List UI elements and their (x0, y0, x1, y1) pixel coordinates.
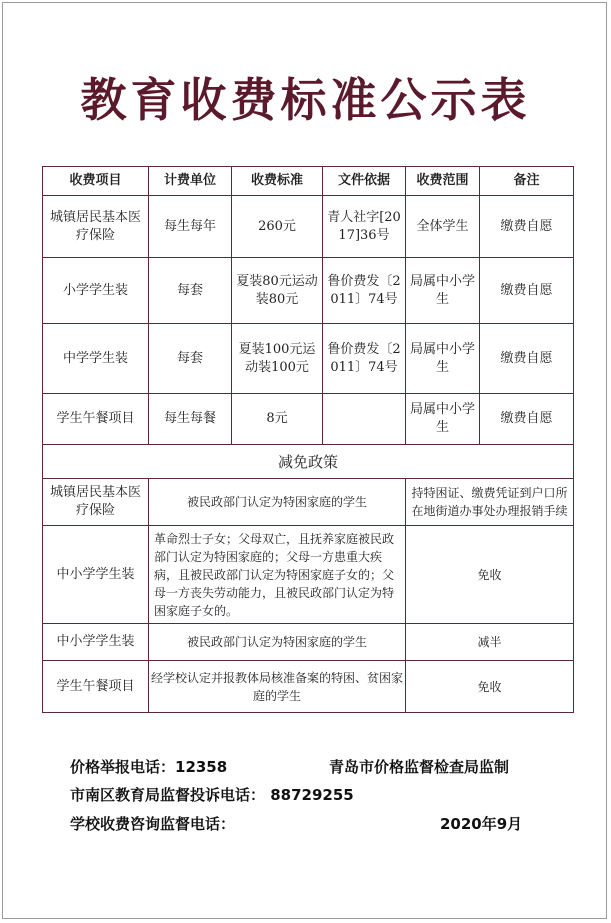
header-unit: 计费单位 (149, 167, 232, 196)
row-note: 缴费自愿 (480, 196, 574, 258)
reduction-title-row (43, 445, 574, 479)
reduction-title: 减免政策 (43, 445, 574, 479)
header-standard: 收费标准 (232, 167, 323, 196)
reduction-row (43, 479, 574, 526)
consult-hotline: 学校收费咨询监督电话： (70, 815, 236, 833)
row-standard: 夏装100元运动装100元 (232, 324, 323, 394)
row-basis (323, 394, 406, 445)
row-item: 城镇居民基本医疗保险 (43, 196, 149, 258)
reduction-row (43, 661, 574, 713)
reduction-condition: 被民政部门认定为特困家庭的学生 (149, 624, 406, 661)
row-item: 学生午餐项目 (43, 394, 149, 445)
supervisor-label: 青岛市价格监督检查局监制 (329, 758, 510, 776)
row-unit: 每生每餐 (149, 394, 232, 445)
row-note: 缴费自愿 (480, 324, 574, 394)
row-item: 小学学生装 (43, 258, 149, 324)
row-basis: 青人社字[2017]36号 (323, 196, 406, 258)
header-note: 备注 (480, 167, 574, 196)
reduction-policy: 免收 (406, 526, 574, 624)
row-scope: 全体学生 (406, 196, 480, 258)
header-basis: 文件依据 (323, 167, 406, 196)
reduction-policy: 减半 (406, 624, 574, 661)
row-unit: 每生每年 (149, 196, 232, 258)
header-item: 收费项目 (43, 167, 149, 196)
reduction-item: 城镇居民基本医疗保险 (43, 479, 149, 526)
issue-date: 2020年9月 (440, 815, 523, 833)
reduction-condition: 革命烈士子女；父母双亡，且抚养家庭被民政部门认定为特困家庭的；父母一方患重大疾病，且被民政部门认定为特困家庭子女的；父母一方丧失劳动能力，且被民政部门认定为特困家庭子女的。 (149, 526, 406, 624)
page-title: 教育收费标准公示表 (80, 73, 531, 127)
row-note: 缴费自愿 (480, 394, 574, 445)
row-standard: 260元 (232, 196, 323, 258)
complaint-hotline: 市南区教育局监督投诉电话： 88729255 (70, 786, 354, 804)
table-row (43, 394, 574, 445)
row-unit: 每套 (149, 324, 232, 394)
row-standard: 夏装80元运动装80元 (232, 258, 323, 324)
reduction-row (43, 624, 574, 661)
row-scope: 局属中小学生 (406, 394, 480, 445)
reduction-row (43, 526, 574, 624)
table-row (43, 196, 574, 258)
row-standard: 8元 (232, 394, 323, 445)
header-scope: 收费范围 (406, 167, 480, 196)
reduction-item: 中小学学生装 (43, 526, 149, 624)
row-note: 缴费自愿 (480, 258, 574, 324)
reduction-policy: 持特困证、缴费凭证到户口所在地街道办事处办理报销手续 (406, 479, 574, 526)
reduction-item: 学生午餐项目 (43, 661, 149, 713)
header-row (43, 167, 574, 196)
row-item: 中学学生装 (43, 324, 149, 394)
reduction-condition: 被民政部门认定为特困家庭的学生 (149, 479, 406, 526)
reduction-item: 中小学学生装 (43, 624, 149, 661)
reduction-condition: 经学校认定并报教体局核准备案的特困、贫困家庭的学生 (149, 661, 406, 713)
row-scope: 局属中小学生 (406, 324, 480, 394)
reduction-policy: 免收 (406, 661, 574, 713)
fee-table (42, 166, 574, 713)
row-basis: 鲁价费发〔2011〕74号 (323, 324, 406, 394)
row-scope: 局属中小学生 (406, 258, 480, 324)
table-row (43, 258, 574, 324)
row-unit: 每套 (149, 258, 232, 324)
row-basis: 鲁价费发〔2011〕74号 (323, 258, 406, 324)
price-hotline: 价格举报电话：12358 (70, 758, 228, 776)
table-row (43, 324, 574, 394)
